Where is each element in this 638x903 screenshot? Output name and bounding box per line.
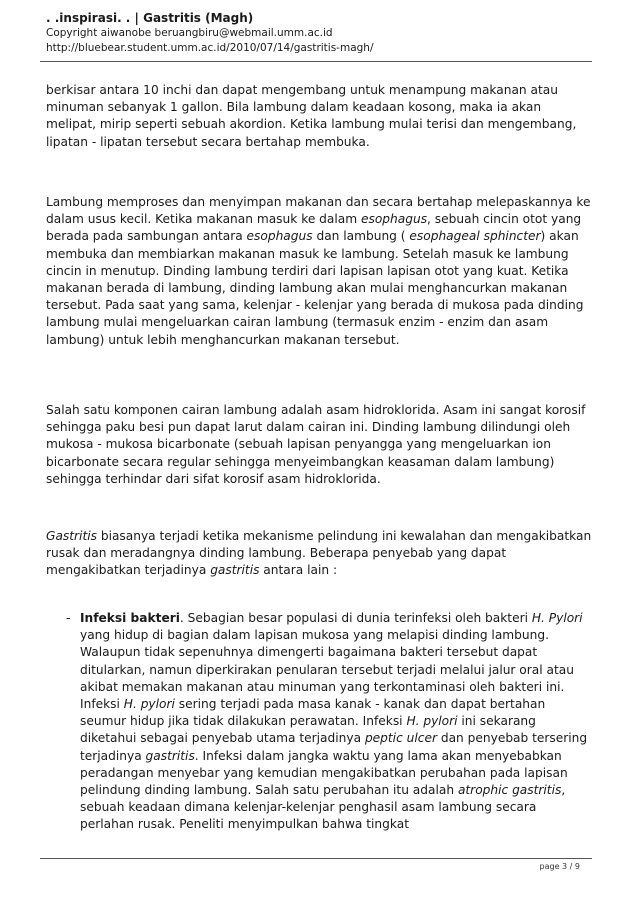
list-item xyxy=(66,610,592,834)
paragraph-1: berkisar antara 10 inchi dan dapat mengembang untuk menampung makanan atau minuman sebanyak 1 gallon. Bila lambung dalam keadaan kosong, maka ia akan melipat, mirip seperti sebuah akordion. Ketika lambung mulai terisi dan mengembang, lipatan - lipatan tersebut secara bertahap membuka. xyxy=(46,83,577,149)
document-title: . .inspirasi. . | Gastritis (Magh) xyxy=(46,11,254,25)
cause-list xyxy=(66,610,592,834)
header-divider xyxy=(40,61,592,62)
page-header xyxy=(46,10,592,56)
list-item-text: Infeksi bakteri. Sebagian besar populasi di dunia terinfeksi oleh bakteri H. Pylori yang hidup di bagian dalam lapisan mukosa yang melapisi dinding lambung. Walaupun tidak sepenuhnya dimengerti bagaimana bakteri tersebut dapat ditularkan, namun diperkirakan penularan tersebut terjadi melalui jalur oral atau akibat memakan makanan atau minuman yang terkontaminasi oleh bakteri ini. Infeksi H. pylori sering terjadi pada masa kanak - kanak dan dapat bertahan seumur hidup jika tidak dilakukan perawatan. Infeksi H. pylori ini sekarang diketahui sebagai penyebab utama terjadinya peptic ulcer dan penyebab tersering terjadinya gastritis. Infeksi dalam jangka waktu yang lama akan menyebabkan peradangan menyebar yang kemudian mengakibatkan perubahan pada lapisan pelindung dinding lambung. Salah satu perubahan itu adalah atrophic gastritis, sebuah keadaan dimana kelenjar-kelenjar penghasil asam lambung secara perlahan rusak. Peneliti menyimpulkan bahwa tingkat xyxy=(80,611,588,832)
source-url: http://bluebear.student.umm.ac.id/2010/07/14/gastritis-magh/ xyxy=(46,42,374,54)
paragraph-4: Gastritis biasanya terjadi ketika mekanisme pelindung ini kewalahan dan mengakibatkan rusak dan meradangnya dinding lambung. Beberapa penyebab yang dapat mengakibatkan terjadinya gastritis antara lain : xyxy=(46,529,592,578)
paragraph-3: Salah satu komponen cairan lambung adalah asam hidroklorida. Asam ini sangat korosif sehingga paku besi pun dapat larut dalam cairan ini. Dinding lambung dilindungi oleh mukosa - mukosa bicarbonate (sebuah lapisan penyangga yang mengeluarkan ion bicarbonate secara regular sehingga menyeimbangkan keasaman dalam lambung) sehingga terhindar dari sifat korosif asam hidroklorida. xyxy=(46,403,586,486)
footer-divider xyxy=(40,858,592,859)
copyright-line: Copyright aiwanobe beruangbiru@webmail.umm.ac.id xyxy=(46,27,333,39)
list-dash: - xyxy=(66,611,71,625)
page-number: page 3 / 9 xyxy=(539,862,580,871)
paragraph-2: Lambung memproses dan menyimpan makanan dan secara bertahap melepaskannya ke dalam usus kecil. Ketika makanan masuk ke dalam esophagus, sebuah cincin otot yang berada pada sambungan antara esophagus dan lambung ( esophageal sphincter) akan membuka dan membiarkan makanan masuk ke lambung. Setelah masuk ke lambung cincin in menutup. Dinding lambung terdiri dari lapisan lapisan otot yang kuat. Ketika makanan berada di lambung, dinding lambung akan mulai menghancurkan makanan tersebut. Pada saat yang sama, kelenjar - kelenjar yang berada di mukosa pada dinding lambung mulai mengeluarkan cairan lambung (termasuk enzim - enzim dan asam lambung) untuk lebih menghancurkan makanan tersebut. xyxy=(46,195,591,347)
